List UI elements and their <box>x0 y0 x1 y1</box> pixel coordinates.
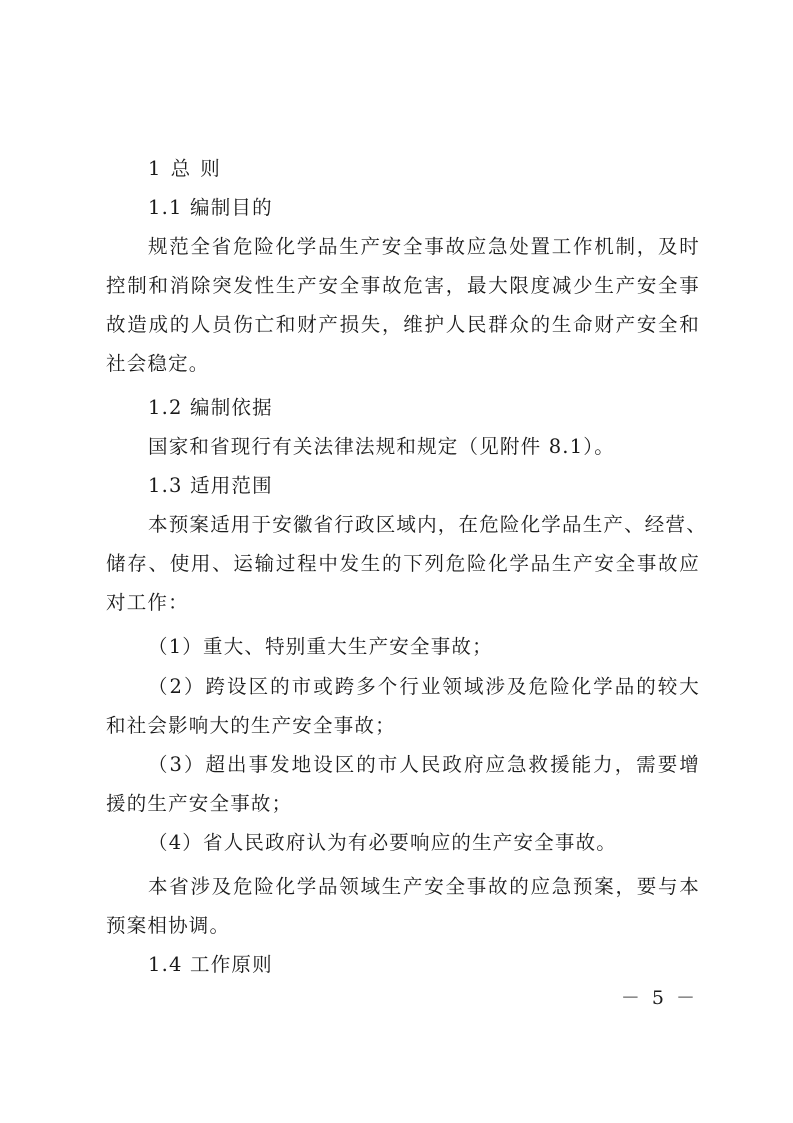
page-number: － 5 － <box>620 987 698 1009</box>
list-item-continuation: 和社会影响大的生产安全事故； <box>106 714 396 737</box>
paragraph-line: 本预案适用于安徽省行政区域内，在危险化学品生产、经营、 <box>148 513 707 536</box>
paragraph-line: 社会稳定。 <box>106 352 210 375</box>
paragraph-line: 储存、使用、运输过程中发生的下列危险化学品生产安全事故应 <box>106 552 700 575</box>
paragraph-line: 本省涉及危险化学品领域生产安全事故的应急预案，要与本 <box>148 875 700 898</box>
section-title-1-1: 1.1 编制目的 <box>148 196 273 219</box>
paragraph-line: 规范全省危险化学品生产安全事故应急处置工作机制，及时 <box>148 235 700 258</box>
paragraph-line: 预案相协调。 <box>106 914 231 937</box>
list-item: （4）省人民政府认为有必要响应的生产安全事故。 <box>148 831 618 854</box>
section-title-1-2: 1.2 编制依据 <box>148 396 273 419</box>
list-item: （2）跨设区的市或跨多个行业领域涉及危险化学品的较大 <box>148 675 700 698</box>
paragraph-line: 控制和消除突发性生产安全事故危害，最大限度减少生产安全事 <box>106 274 700 297</box>
list-item-continuation: 援的生产安全事故； <box>106 792 293 815</box>
section-title-1-4: 1.4 工作原则 <box>148 953 273 976</box>
list-item: （3）超出事发地设区的市人民政府应急救援能力，需要增 <box>148 753 700 776</box>
paragraph-line: 故造成的人员伤亡和财产损失，维护人民群众的生命财产安全和 <box>106 313 700 336</box>
paragraph-line: 国家和省现行有关法律法规和规定（见附件 8.1）。 <box>148 435 615 458</box>
chapter-heading: 1 总 则 <box>148 157 222 180</box>
section-title-1-3: 1.3 适用范围 <box>148 474 273 497</box>
list-item: （1）重大、特别重大生产安全事故； <box>148 635 493 658</box>
paragraph-line: 对工作： <box>106 591 189 614</box>
